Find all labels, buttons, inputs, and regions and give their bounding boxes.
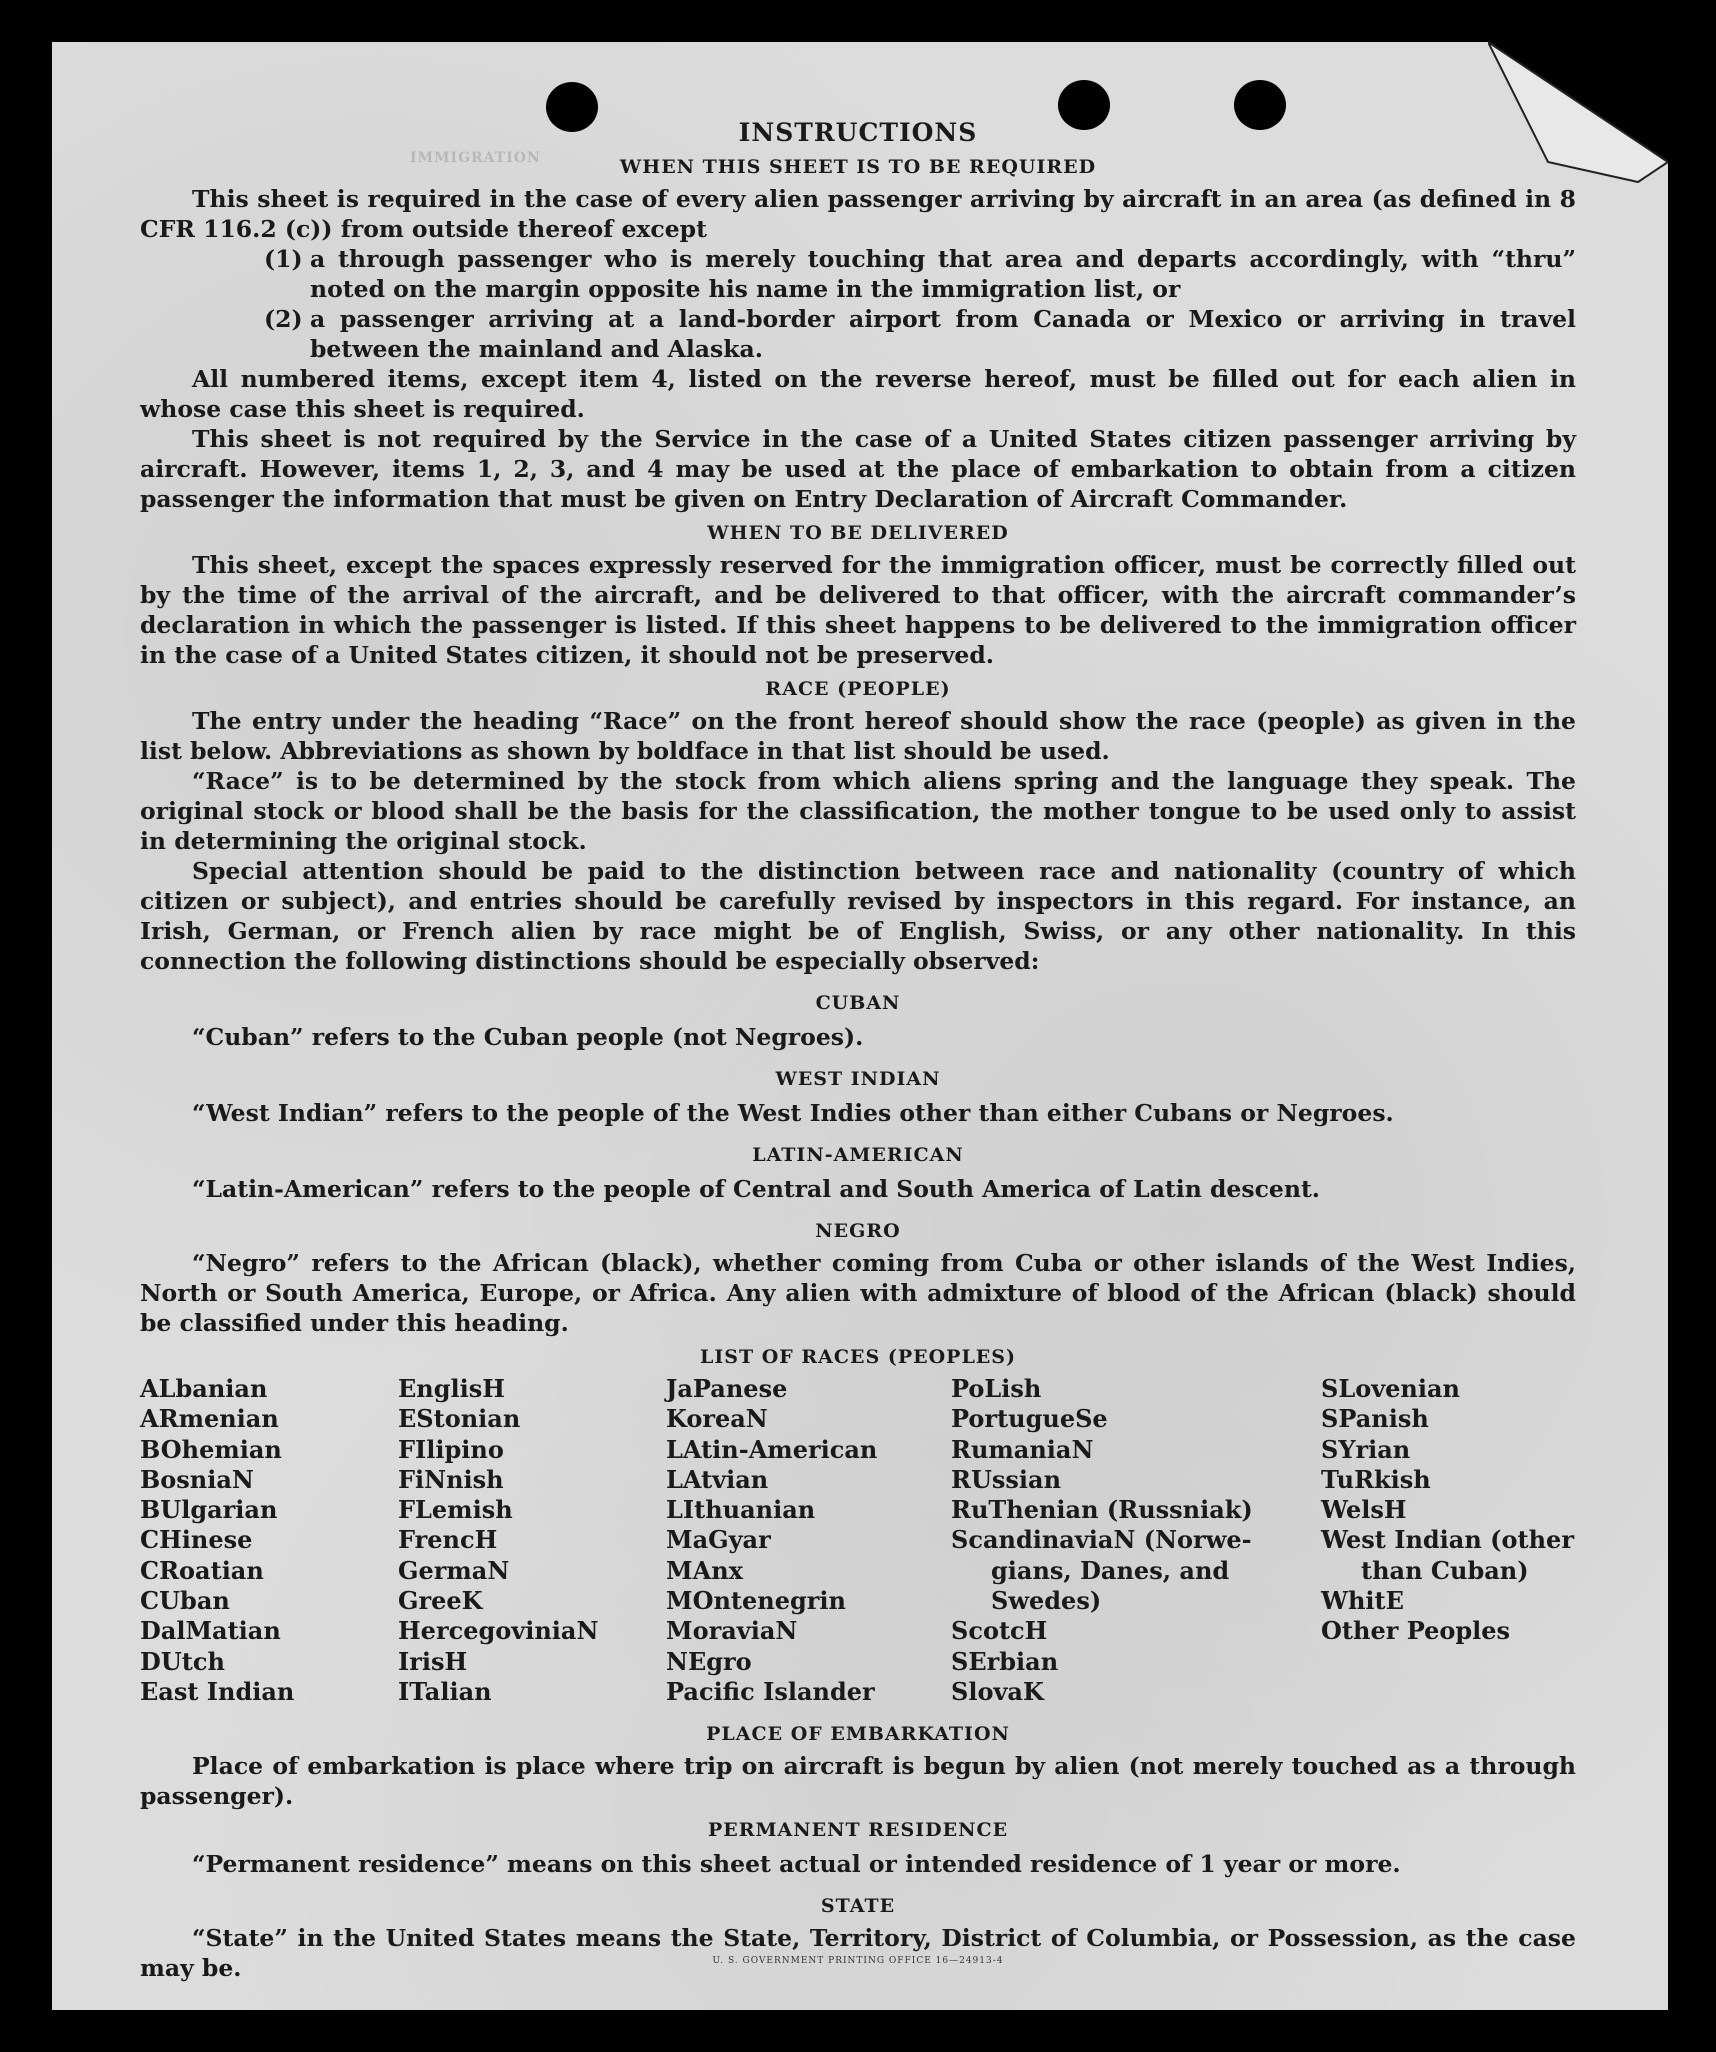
race-item: MoraviaN [666,1616,798,1646]
race-item: RuThenian (Russniak) [951,1495,1253,1525]
definition: Place of embarkation is place where trip on aircraft is begun by alien (not merely touched as a through passenger). [140,1752,1576,1811]
race-item: DalMatian [140,1616,281,1646]
race-item: Other Peoples [1321,1616,1511,1646]
race-item: WelsH [1321,1495,1407,1525]
races-column-5 [1321,1374,1576,1707]
races-column-3 [666,1374,951,1707]
definition: “Negro” refers to the African (black), whether coming from Cuba or other islands of the West Indies, North or South America, Europe, or Africa. Any alien with admixture of blood of the African (black) should be classified under this heading. [140,1249,1576,1337]
race-item: CUban [140,1586,230,1616]
section-heading-embarkation: PLACE OF EMBARKATION [706,1723,1010,1746]
race-item: IrisH [398,1646,468,1676]
definition: “Permanent residence” means on this sheet actual or intended residence of 1 year or more. [192,1850,1401,1879]
race-item: RumaniaN [951,1434,1094,1464]
race-item: JaPanese [666,1374,788,1403]
paragraph: This sheet, except the spaces expressly reserved for the immigration officer, must be correctly filled out by the time of the arrival of the aircraft, and be delivered to that officer, with the aircraft commander’s declaration in which the passenger is listed. If this sheet happens to be delivered to the immigration officer in the case of a United States citizen, it should not be preserved. [140,551,1576,669]
race-item: SErbian [951,1646,1059,1676]
bleed-through-mark: IMMIGRATION [410,150,541,166]
race-item: SlovaK [951,1676,1044,1706]
race-item: MOntenegrin [666,1586,846,1616]
item-number: (1) [264,245,303,273]
race-item: EStonian [398,1404,521,1434]
race-item: NEgro [666,1646,752,1676]
list-item [264,244,1576,304]
race-item: CRoatian [140,1555,264,1585]
item-number: (2) [264,305,303,333]
race-item: BOhemian [140,1434,282,1464]
page-title: INSTRUCTIONS [738,118,978,147]
section-heading-delivered: WHEN TO BE DELIVERED [707,522,1009,544]
paragraph: All numbered items, except item 4, listed on the reverse hereof, must be filled out for each alien in whose case this sheet is required. [140,365,1576,423]
race-item: BosniaN [140,1464,254,1494]
section-heading-cuban: CUBAN [815,992,901,1014]
race-item: TuRkish [1321,1464,1431,1494]
race-item: ScandinaviaN (Norwe- [951,1525,1252,1555]
race-item: Pacific Islander [666,1676,875,1706]
section-heading-list-of-races: LIST OF RACES (PEOPLES) [700,1346,1016,1368]
race-item: FiNnish [398,1464,504,1494]
race-item: LAtin-American [666,1434,878,1464]
race-item: MAnx [666,1555,743,1585]
race-item: EnglisH [398,1374,505,1403]
paragraph: The entry under the heading “Race” on the front hereof should show the race (people) as given in the list below. Abbreviations as shown by boldface in that list should be used. [140,707,1576,765]
item-text: a passenger arriving at a land-border airport from Canada or Mexico or arriving in travel between the mainland and Alaska. [310,305,1576,363]
race-item: ALbanian [140,1374,268,1403]
section-heading-race: RACE (PEOPLE) [765,678,951,700]
race-item: ITalian [398,1676,492,1706]
race-item: FrencH [398,1525,498,1555]
definition: “Latin-American” refers to the people of Central and South America of Latin descent. [192,1175,1320,1203]
section-heading-west-indian: WEST INDIAN [775,1068,941,1090]
race-item: West Indian (other [1321,1525,1574,1555]
printing-office-imprint: U. S. GOVERNMENT PRINTING OFFICE 16—24913-4 [712,1956,1004,1966]
race-item: SPanish [1321,1404,1429,1434]
race-item: HercegoviniaN [398,1616,599,1646]
race-item: DUtch [140,1646,225,1676]
paragraph: Special attention should be paid to the distinction between race and nationality (country of which citizen or subject), and entries should be carefully revised by inspectors in this regard. For instance, an Irish, German, or French alien by race might be of English, Swiss, or any other nationality. In this connection the following distinctions should be especially observed: [140,857,1576,975]
item-text: a through passenger who is merely touching that area and departs accordingly, with “thru” noted on the margin opposite his name in the immigration list, or [310,245,1576,303]
race-item: WhitE [1321,1586,1404,1616]
section-heading-latin-american: LATIN-AMERICAN [752,1144,964,1166]
race-item-continued: Swedes) [991,1586,1102,1616]
race-item: PortugueSe [951,1404,1108,1434]
race-item: GreeK [398,1586,483,1616]
instructions-content [140,118,1576,1983]
section-heading-residence: PERMANENT RESIDENCE [707,1819,1009,1842]
paragraph: “Race” is to be determined by the stock from which aliens spring and the language they speak. The original stock or blood shall be the basis for the classification, the mother tongue to be used only to assist in determining the original stock. [140,767,1576,855]
race-item: FIlipino [398,1434,504,1464]
race-item: LAtvian [666,1464,769,1494]
races-column-4 [951,1374,1321,1707]
definition: “West Indian” refers to the people of the West Indies other than either Cubans or Negroes. [192,1099,1394,1127]
paragraph: This sheet is not required by the Service in the case of a United States citizen passenger arriving by aircraft. However, items 1, 2, 3, and 4 may be used at the place of embarkation to obtain from a citizen passenger the information that must be given on Entry Declaration of Aircraft Commander. [140,425,1576,513]
race-item: BUlgarian [140,1495,278,1525]
definition: “Cuban” refers to the Cuban people (not Negroes). [192,1023,864,1051]
list-item [264,304,1576,364]
race-item: RUssian [951,1464,1062,1494]
race-item: PoLish [951,1374,1042,1403]
race-item: LIthuanian [666,1495,816,1525]
race-item: SLovenian [1321,1374,1460,1403]
race-item-continued: gians, Danes, and [991,1555,1230,1585]
race-item: ScotcH [951,1616,1048,1646]
race-item: CHinese [140,1525,253,1555]
paragraph: This sheet is required in the case of every alien passenger arriving by aircraft in an area (as defined in 8 CFR 116.2 (c)) from outside thereof except [140,185,1576,243]
races-column-2 [398,1374,666,1707]
section-heading-negro: NEGRO [815,1220,901,1242]
section-heading-state: STATE [820,1895,896,1918]
races-list [140,1374,1576,1707]
section-heading-required: WHEN THIS SHEET IS TO BE REQUIRED [619,156,1097,178]
race-item: FLemish [398,1495,513,1525]
race-item-continued: than Cuban) [1361,1555,1529,1585]
race-item: MaGyar [666,1525,771,1555]
races-column-1 [140,1374,398,1707]
definition: “State” in the United States means the State, Territory, District of Columbia, or Possession, as the case may be. [140,1924,1576,1983]
race-item: ARmenian [140,1404,279,1434]
race-item: KoreaN [666,1404,768,1434]
race-item: East Indian [140,1676,295,1706]
race-item: GermaN [398,1555,510,1585]
race-item: SYrian [1321,1434,1411,1464]
